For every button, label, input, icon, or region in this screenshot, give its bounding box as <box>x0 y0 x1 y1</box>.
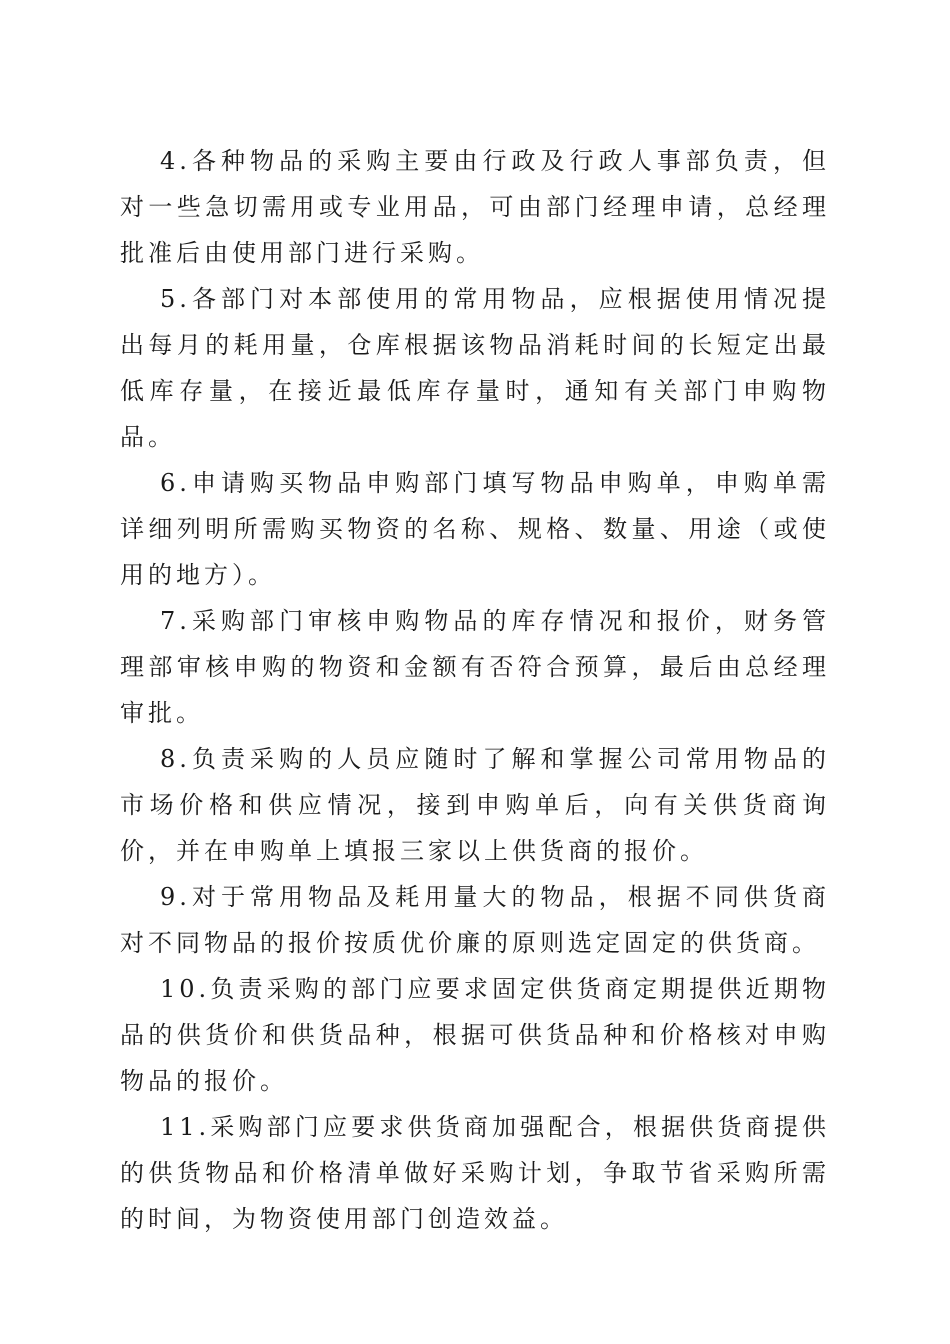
paragraph-item-8: 8.负责采购的人员应随时了解和掌握公司常用物品的市场价格和供应情况，接到申购单后，向有关供货商询价，并在申购单上填报三家以上供货商的报价。 <box>120 745 830 865</box>
paragraph-item-10: 10.负责采购的部门应要求固定供货商定期提供近期物品的供货价和供货品种，根据可供货品种和价格核对申购物品的报价。 <box>120 975 830 1095</box>
paragraph-item-9: 9.对于常用物品及耗用量大的物品，根据不同供货商对不同物品的报价按质优价廉的原则选定固定的供货商。 <box>120 883 830 957</box>
paragraph-item-5: 5.各部门对本部使用的常用物品，应根据使用情况提出每月的耗用量，仓库根据该物品消耗时间的长短定出最低库存量，在接近最低库存量时，通知有关部门申购物品。 <box>120 285 830 451</box>
paragraph-item-6: 6.申请购买物品申购部门填写物品申购单，申购单需详细列明所需购买物资的名称、规格、数量、用途（或使用的地方）。 <box>120 469 830 589</box>
paragraph-item-4: 4.各种物品的采购主要由行政及行政人事部负责，但对一些急切需用或专业用品，可由部门经理申请，总经理批准后由使用部门进行采购。 <box>120 147 830 267</box>
paragraph-item-11: 11.采购部门应要求供货商加强配合，根据供货商提供的供货物品和价格清单做好采购计划，争取节省采购所需的时间，为物资使用部门创造效益。 <box>120 1113 830 1233</box>
paragraph-item-7: 7.采购部门审核申购物品的库存情况和报价，财务管理部审核申购的物资和金额有否符合预算，最后由总经理审批。 <box>120 607 830 727</box>
document-body <box>120 138 830 1242</box>
